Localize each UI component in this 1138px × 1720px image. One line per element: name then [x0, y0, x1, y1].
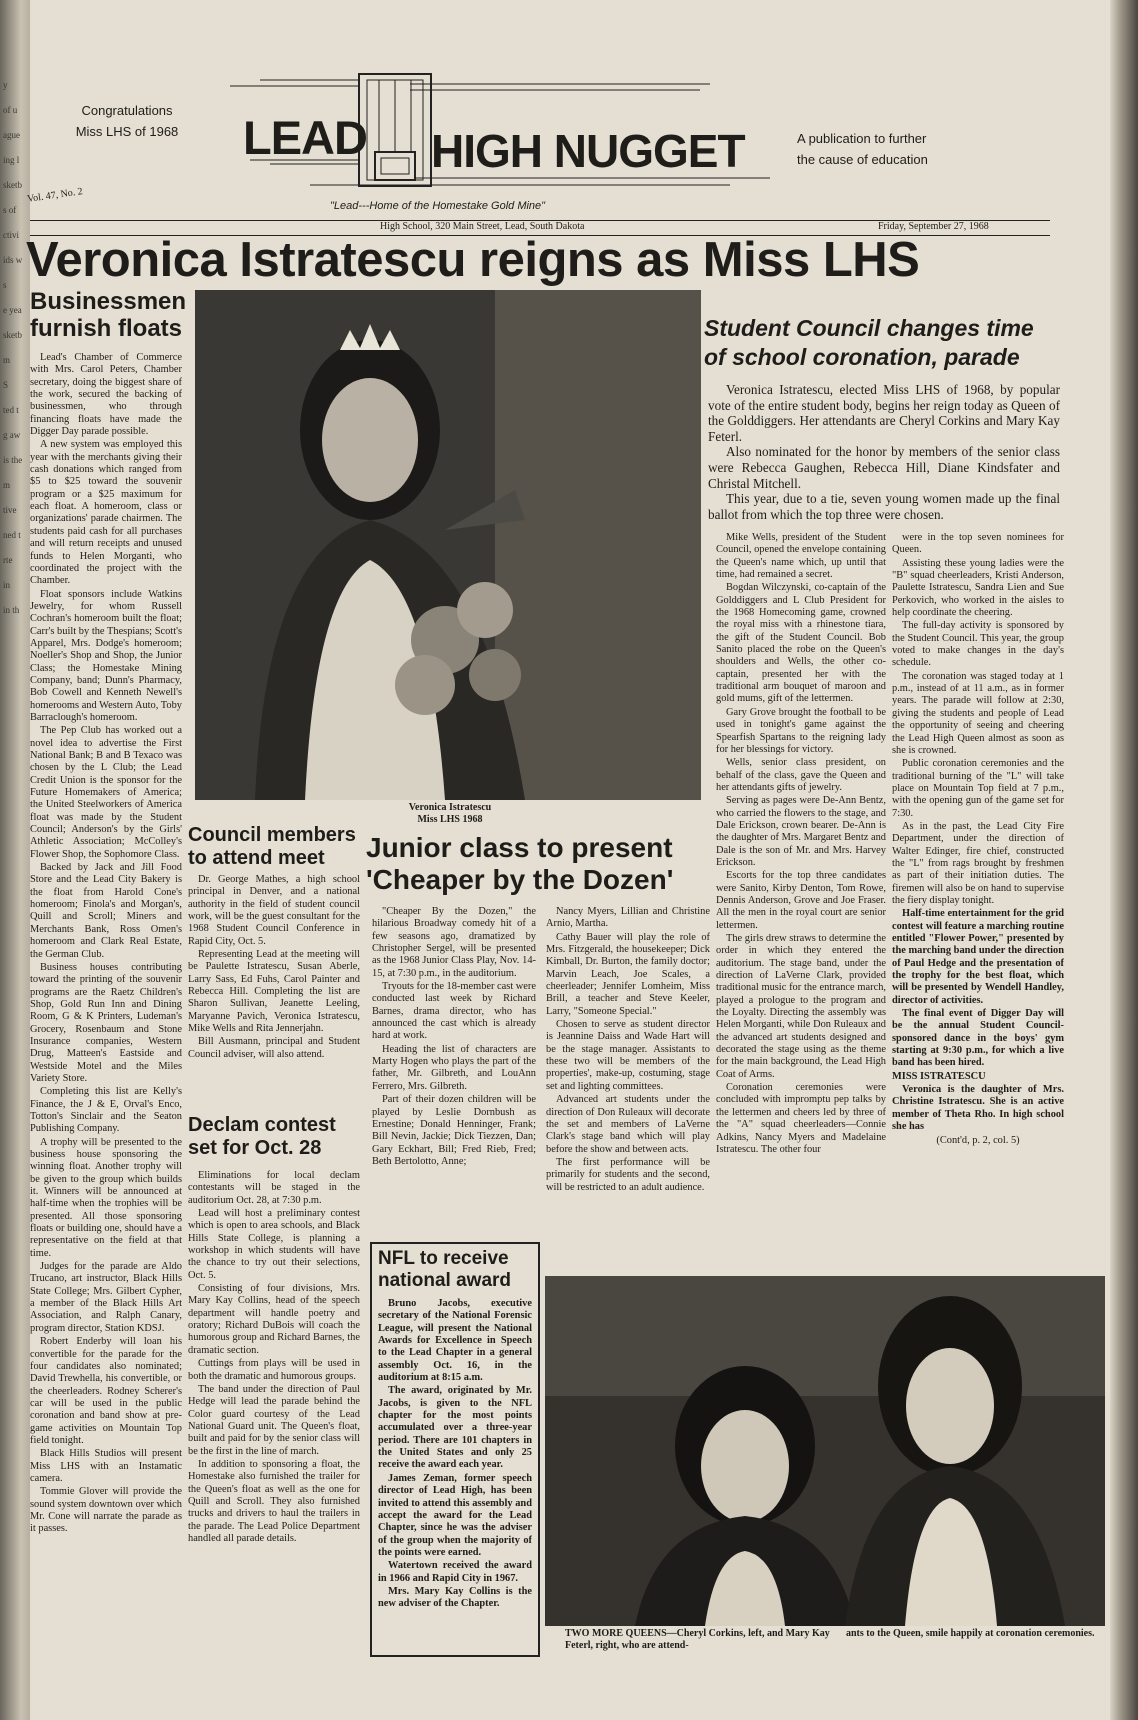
binding-edge-fragment: s of: [3, 205, 17, 215]
masthead-tagline: [797, 128, 1017, 170]
volume-number: Vol. 47, No. 2: [26, 186, 84, 205]
miss-istratescu-subheading: MISS ISTRATESCU: [892, 1070, 986, 1082]
businessmen-paragraph: A new system was employed this year with the merchants giving their cash donations which ranged from $5 to $25 toward the souvenir program or a $25 maximum for each float. A homeroom, class or organizations' parade chairmen. The students paid cash for all purchases and will return receipts and unused funds to Helen Morganti, who coordinated the project with the Chamber.: [30, 439, 182, 587]
binding-edge-fragment: in th: [3, 605, 20, 615]
continued-note: (Cont'd, p. 2, col. 5): [936, 1134, 1020, 1146]
binding-edge-fragment: ing l: [3, 155, 20, 165]
student-council-heading-line1: Student Council changes time: [704, 315, 1034, 341]
businessmen-paragraph: Tommie Glover will provide the sound system downtown over which Mr. Cone will narrate the parade as it passes.: [30, 1486, 182, 1535]
binding-edge-fragment: S: [3, 380, 9, 390]
businessmen-paragraph: Robert Enderby will loan his convertible for the parade for the four candidates also nominated; David Trewhella, his convertible, or the cheerleaders. Rodney Scherer's car will be used in the public coronation and band show at pre-game activities on Mountain Top field tonight.: [30, 1336, 182, 1446]
nfl-paragraph: Bruno Jacobs, executive secretary of the National Forensic League, will present the National Awards for Excellence in Speech to the Lead Chapter in a general assembly Oct. 16, in the auditorium at 8:15 a.m.: [378, 1298, 532, 1384]
student-council-paragraph: The girls drew straws to determine the order in which they entered the auditorium. The stage band, under the direction of LaVerne Clark, provided traditional music for the entrance march, played a prologue to the program and the Loyalty. Directing the assembly was Helen Morganti, while Don Ruleaux and the advanced art students designed and decorated the stage using as the theme for the main background, the Lead High Coat of Arms.: [716, 933, 886, 1080]
council-paragraph: Representing Lead at the meeting will be Paulette Istratescu, Susan Aberle, Larry Sass, Ed Fuhs, Carol Painter and Rebecca Hill. Completing the list are Sharon Sullivan, Jeanette Leeling, Maryanne Pavich, Veronica Istratescu, Mike Wells and Rita Jennerjahn.: [188, 949, 360, 1035]
student-council-paragraph: As in the past, the Lead City Fire Department, under the direction of Walter Edinger, fire chief, constructed the "L" from rags brought by freshmen as part of their initiation duties. The firemen will also be on hand to supervise the fiery display tonight.: [892, 820, 1064, 906]
student-council-lead-paragraph: This year, due to a tie, seven young women made up the final ballot from which the top three were chosen.: [708, 491, 1060, 522]
declam-paragraph: Consisting of four divisions, Mrs. Mary Kay Collins, head of the speech department will handle poetry and oratory; Richard DuBois will coach the humorous group and Richard Barnes, the dramatic section.: [188, 1283, 360, 1356]
businessmen-paragraph: Black Hills Studios will present Miss LHS with an Instamatic camera.: [30, 1448, 182, 1484]
businessmen-paragraph: Judges for the parade are Aldo Trucano, art instructor, Black Hills State College; Mrs. Gilbert Cypher, a member of the Black Hills Art Association, and Ralph Canary, program director, Station KDSJ.: [30, 1261, 182, 1334]
businessmen-paragraph: A trophy will be presented to the business house sponsoring the winning float. Another trophy will be given to the group which builds it. Winners will be announced at half-time when the trophies will be presented. All those sponsoring floats or building one, should have a representative on the field at that time.: [30, 1136, 182, 1259]
binding-edge-fragment: m: [3, 480, 11, 490]
caption-name: Veronica Istratescu: [408, 802, 492, 813]
declam-paragraph: The band under the direction of Paul Hedge will lead the parade behind the Color guard courtesy of the Lead National Guard unit. The Queen's float, built and paid for by the senior class will be the first in the line of march.: [188, 1383, 360, 1457]
miss-lhs-caption: [370, 802, 530, 826]
nfl-article: [378, 1298, 532, 1653]
junior-paragraph: Heading the list of characters are Marty Hogen who plays the part of the father, Mr. Gilbreth, and LouAnn Ferrero, Mrs. Gilbreth.: [372, 1043, 536, 1092]
binding-edge-fragment: rte: [3, 555, 13, 565]
businessmen-paragraph: Lead's Chamber of Commerce with Mrs. Carol Peters, Chamber secretary, doing the biggest share of the work, secured the backing of businessmen, who through financing floats have made the Digger Day parade possible.: [30, 352, 182, 438]
masthead-title-nugget: HIGH NUGGET: [431, 125, 745, 177]
student-council-lead: [708, 382, 1060, 522]
nfl-paragraph: The award, originated by Mr. Jacobs, is given to the NFL chapter for the most points accumulated over a three-year period. There are 101 chapters in the United States and only 25 receive the award each year.: [378, 1385, 532, 1471]
student-council-bold-paragraph: The final event of Digger Day will be the annual Student Council-sponsored dance in the boys' gym starting at 9:30 p.m., for which a live band has been hired.: [892, 1008, 1064, 1069]
student-council-heading: [704, 314, 1064, 372]
nfl-paragraph: James Zeman, former speech director of Lead High, has been invited to attend this assembly and accept the award for the Lead Chapter, since he was the adviser of the group when the majority of the points were earned.: [378, 1472, 532, 1558]
declam-heading: [188, 1114, 368, 1160]
attendants-photo: [545, 1276, 1105, 1626]
businessmen-paragraph: The Pep Club has worked out a novel idea to advertise the First National Bank; B and B Texaco was chosen by the L Club; the Lead Credit Union is the sponsor for the Future Homemakers of America; the United Steelworkers of America float was made by the Student Council; Anderson's by the Girls' Athletic Association; McColley's Flower Shop, the Sophomore Class.: [30, 725, 182, 860]
tagline-line1: A publication to further: [797, 131, 927, 146]
student-council-paragraph: Escorts for the top three candidates were Sanito, Kirby Denton, Tom Rowe, Dennis Anderson, Grove and Joe Fraser. All the men in the royal court are senior lettermen.: [716, 870, 886, 931]
junior-paragraph: Advanced art students under the direction of Don Ruleaux will decorate the set and members of LaVerne Clark's stage band which will play before the show and between acts.: [546, 1094, 710, 1155]
issue-date: Friday, September 27, 1968: [878, 221, 989, 232]
businessmen-article: [30, 352, 182, 1664]
council-article: [188, 874, 360, 1102]
student-council-bold-paragraph: Half-time entertainment for the grid contest will feature a marching routine entitled "Flower Power," presented by the marching band under the direction of Paul Hedge and the presentation of the trophy for the best float, which will be presented by Wendell Handley, director of activities.: [892, 908, 1064, 1006]
binding-edge-fragment: in: [3, 580, 11, 590]
school-address: High School, 320 Main Street, Lead, South Dakota: [380, 221, 585, 232]
binding-edge-fragment: tive: [3, 505, 17, 515]
student-council-paragraph: Gary Grove brought the football to be used in tonight's game against the Spearfish Spartans to the reigning lady for her blessings for victory.: [716, 706, 886, 755]
declam-paragraph: Eliminations for local declam contestants will be staged in the auditorium Oct. 28, at 7:30 p.m.: [188, 1170, 360, 1206]
junior-paragraph: Chosen to serve as student director is Jeannine Daiss and Wade Hart will be the stage manager. Assistants to these two will be members of the properties', make-up, costuming, stage set and lighting committees.: [546, 1019, 710, 1092]
declam-paragraph: In addition to sponsoring a float, the Homestake also furnished the trailer for the Queen's float as well as the one for Quill and Scroll. They also furnished trucks and drivers to haul the trailers in the parade. The Lead Police Department handled all parade details.: [188, 1458, 360, 1544]
student-council-paragraph: The full-day activity is sponsored by the Student Council. This year, the group voted to make changes in the day's schedule.: [892, 620, 1064, 669]
businessmen-paragraph: Business houses contributing toward the printing of the souvenir programs are the Raetz Children's Shop, Gold Run Inn and Dining Room, G & K Printers, Ludeman's Grocery, Rosenbaum and Stone Insurance companies, Western Drug, Matteen's Eastside and Westside Motel and the Miles Variety Store.: [30, 961, 182, 1084]
congrats-line1: Congratulations: [81, 103, 173, 118]
binding-edge-fragment: ctivi: [3, 230, 19, 240]
student-council-lead-paragraph: Veronica Istratescu, elected Miss LHS of 1968, by popular vote of the entire student body, begins her reign today as Queen of the Golddiggers. Her attendants are Cheryl Corkins and Mary Kay Feterl.: [708, 382, 1060, 444]
student-council-paragraph: The coronation was staged today at 1 p.m., instead of at 11 a.m., as in former years. The parade will follow at 2:30, giving the students and people of Lead the opportunity of seeing and cheering the Lead High Queen almost as soon as she is crowned.: [892, 670, 1064, 756]
binding-edge-fragment: ted t: [3, 405, 19, 415]
declam-paragraph: Lead will host a preliminary contest which is open to area schools, and Black Hills State College, is planning a workshop in which students will have the chance to try out their selections, Oct. 5.: [188, 1208, 360, 1281]
student-council-paragraph: Public coronation ceremonies and the traditional burning of the "L" will take place on Mountain Top field at 7 p.m., with the opening gun of the game set for 7:30.: [892, 758, 1064, 819]
masthead-title-lead: LEAD: [243, 111, 367, 164]
junior-paragraph: Tryouts for the 18-member cast were conducted last week by Richard Barnes, drama director, who has announced the cast which is already hard at work.: [372, 981, 536, 1042]
congrats-line2: Miss LHS of 1968: [75, 124, 179, 139]
binding-edge-fragment: is the: [3, 455, 23, 465]
nfl-heading: [378, 1248, 532, 1292]
binding-edge-fragment: sketb: [3, 180, 22, 190]
junior-paragraph: Part of their dozen children will be played by Leslie Dornbush as Ernestine; Donald Henninger, Frank; Bill Nevin, Jackie; Dick Tiezzen, Dan; Gary Eckhart, Bill; Fred Rieb, Fred; Beth Bertolotto, Anne;: [372, 1094, 536, 1167]
binding-edge-fragment: m: [3, 355, 11, 365]
attendants-caption-left: TWO MORE QUEENS—Cheryl Corkins, left, and Mary Kay Feterl, right, who are attend-: [565, 1628, 830, 1651]
declam-heading-line2: set for Oct. 28: [188, 1137, 322, 1159]
council-paragraph: Bill Ausmann, principal and Student Council adviser, will also attend.: [188, 1036, 360, 1060]
binding-edge-fragment: ids w: [3, 255, 23, 265]
declam-article: [188, 1170, 360, 1660]
miss-istratescu-text: Veronica is the daughter of Mrs. Christine Istratescu. She is an active member of Theta Rho. In high school she has: [892, 1084, 1064, 1133]
council-heading-line1: Council members: [188, 824, 356, 846]
businessmen-heading: [30, 288, 190, 342]
junior-paragraph: Nancy Myers, Lillian and Christine Arnio, Martha.: [546, 906, 710, 930]
student-council-paragraph: Assisting these young ladies were the "B" squad cheerleaders, Kristi Anderson, Paulette Istratescu, Sandra Lien and Sue Perkovich, who worked in the aisles to help coordinate the cheering.: [892, 557, 1064, 619]
binding-edge-fragment: e yea: [3, 305, 22, 315]
tagline-line2: the cause of education: [797, 152, 928, 167]
junior-heading-line1: Junior class to present: [366, 832, 673, 863]
student-council-paragraph: were in the top seven nominees for Queen.: [892, 532, 1064, 556]
binding-edge-fragment: of u: [3, 105, 18, 115]
junior-article-col1: [372, 906, 536, 1236]
student-council-paragraph: Bogdan Wilczynski, co-captain of the Golddiggers and L Club President for the 1968 Homecoming game, crowned the royal miss with a rhinestone tiara, the gift of the Student Council. Bob Sanito placed the robe on the Queen's shoulders and Wells, the other co-captain, presented her with the traditional arm bouquet of maroon and gold mums, gift of the lettermen.: [716, 582, 886, 705]
businessmen-heading-line2: furnish floats: [30, 315, 183, 342]
junior-heading-line2: 'Cheaper by the Dozen': [366, 864, 674, 895]
page-edge: [1110, 0, 1138, 1720]
businessmen-paragraph: Completing this list are Kelly's Finance, the J & E, Orval's Enco, Totton's Sinclair and the Seaton Publishing Company.: [30, 1086, 182, 1135]
junior-paragraph: The first performance will be primarily for students and the second, will be restricted to an adult audience.: [546, 1156, 710, 1193]
council-paragraph: Dr. George Mathes, a high school principal in Denver, and a national authority in the field of student council work, will be the guest consultant for the 1968 Student Council Conference in Rapid City, Oct. 5.: [188, 874, 360, 947]
junior-paragraph: Cathy Bauer will play the role of Mrs. Fitzgerald, the housekeeper; Dick Kimball, Dr. Burton, the family doctor; Marvin Leach, Joe Scales, a cheerleader; Jennifer Lomheim, Miss Brill, a teacher and Steve Keeler, Larry, "Someone Special.": [546, 931, 710, 1017]
student-council-paragraph: Mike Wells, president of the Student Council, opened the envelope containing the Queen's name which, up until that time, had remained a secret.: [716, 532, 886, 581]
businessmen-paragraph: Backed by Jack and Jill Food Store and the Lead City Bakery is the float from Harold Cone's homeroom; Finola's and Morgan's, Quill and Scroll; Miners and Merchants Bank, Ross Omen's homeroom and Clark Real Estate, the German Club.: [30, 862, 182, 960]
declam-paragraph: Cuttings from plays will be used in both the dramatic and humorous groups.: [188, 1358, 360, 1382]
junior-heading: [366, 832, 696, 896]
binding-edge-fragment: y: [3, 80, 8, 90]
caption-title: Miss LHS 1968: [417, 814, 483, 825]
nfl-paragraph: Mrs. Mary Kay Collins is the new adviser of the Chapter.: [378, 1585, 532, 1610]
main-headline: Veronica Istratescu reigns as Miss LHS: [26, 233, 920, 287]
miss-lhs-photo: [195, 290, 701, 800]
masthead-motto: "Lead---Home of the Homestake Gold Mine": [330, 200, 546, 212]
student-council-paragraph: Serving as pages were De-Ann Bentz, who carried the flowers to the stage, and Dale Erickson, crown bearer. De-Ann is the daughter of Mrs. Margaret Bentz and Dale is the son of Mr. and Mrs. Harvey Erickson.: [716, 795, 886, 868]
student-council-heading-line2: of school coronation, parade: [704, 344, 1020, 370]
nfl-box: [370, 1242, 540, 1657]
declam-heading-line1: Declam contest: [188, 1114, 336, 1136]
junior-paragraph: "Cheaper By the Dozen," the hilarious Broadway comedy hit of a few seasons ago, dramatized by Christopher Sergel, will be presented as the 1968 Junior Class Play, Nov. 14-15, at 7:30 p.m., in the auditorium.: [372, 906, 536, 979]
student-council-col1: [716, 532, 886, 1272]
nfl-heading-line2: national award: [378, 1270, 512, 1291]
attendants-caption-right: ants to the Queen, smile happily at coronation ceremonies.: [846, 1628, 1095, 1639]
junior-article-col2: [546, 906, 710, 1270]
binding-edge-fragment: g aw: [3, 430, 21, 440]
binding-edge-fragment: ned t: [3, 530, 21, 540]
student-council-paragraph: Coronation ceremonies were concluded with impromptu pep talks by the lettermen and cheers led by three of the "A" squad cheerleaders—Connie Adkins, Nancy Myers and Madelaine Istratescu. The other four: [716, 1082, 886, 1155]
binding-edge-fragment: sketb: [3, 330, 22, 340]
binding-edge-fragment: ague: [3, 130, 20, 140]
nfl-heading-line1: NFL to receive: [378, 1248, 509, 1269]
nfl-paragraph: Watertown received the award in 1966 and Rapid City in 1967.: [378, 1560, 532, 1584]
council-heading: [188, 824, 368, 870]
council-heading-line2: to attend meet: [188, 847, 325, 869]
student-council-paragraph: Wells, senior class president, on behalf of the class, gave the Queen and her attendants gifts of jewelry.: [716, 757, 886, 793]
student-council-col2: [892, 532, 1064, 1272]
student-council-lead-paragraph: Also nominated for the honor by members of the senior class were Rebecca Gaughen, Rebecca Hill, Diane Kindsfater and Christal Mitchell.: [708, 444, 1060, 491]
businessmen-heading-line1: Businessmen: [30, 288, 187, 315]
masthead-congrats: [47, 100, 207, 142]
businessmen-paragraph: Float sponsors include Watkins Jewelry, for whom Russell Cochran's homeroom built the float; Carr's built by the Thespians; Scott's Apparel, Mrs. Dodge's homeroom; Noeller's Shop and Shop, the Junior Class; the Homestake Mining Company, band; Dunn's Pharmacy, Bob Cowell and Kenneth Newell's homerooms and Western Auto, Toby Barraclough's homeroom.: [30, 588, 182, 723]
binding-edge-fragment: s: [3, 280, 7, 290]
